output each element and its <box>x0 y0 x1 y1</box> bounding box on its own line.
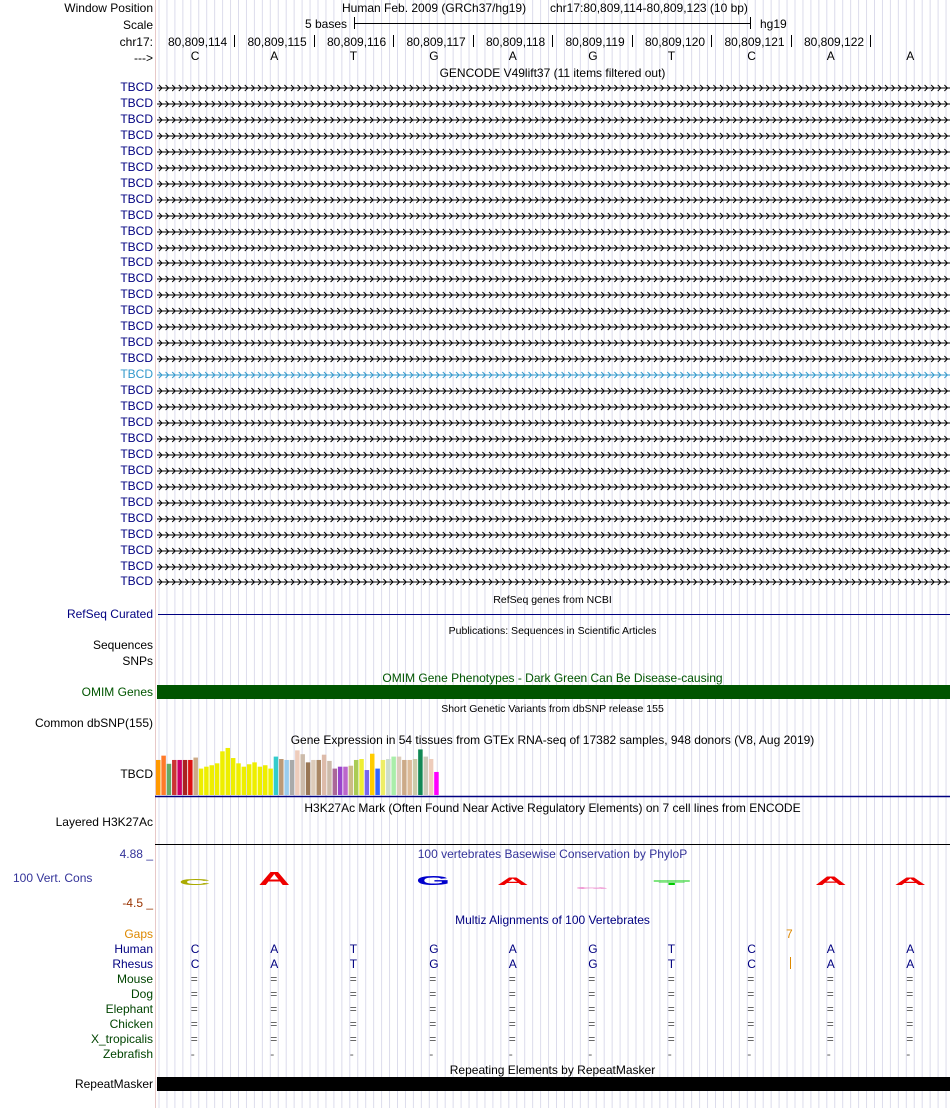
snps-label[interactable]: SNPs <box>122 654 153 668</box>
gencode-transcript-label[interactable]: TBCD <box>120 271 153 286</box>
multiz-base: C <box>747 942 756 956</box>
gtex-tissue-bar <box>279 759 284 795</box>
gencode-transcript-label[interactable]: TBCD <box>120 127 153 142</box>
gencode-transcript-label[interactable]: TBCD <box>120 143 153 158</box>
gencode-transcript-label[interactable]: TBCD <box>120 335 153 350</box>
multiz-base: = <box>906 1017 914 1031</box>
gtex-tissue-bar <box>215 763 220 795</box>
gtex-tissue-bar <box>204 767 209 795</box>
gtex-tissue-bar <box>418 749 423 795</box>
gencode-transcript-line[interactable] <box>157 288 950 300</box>
gencode-transcript-label[interactable]: TBCD <box>120 319 153 334</box>
multiz-base: = <box>588 987 596 1001</box>
gencode-transcript-label[interactable]: TBCD <box>120 191 153 206</box>
gtex-tissue-bar <box>434 772 439 795</box>
multiz-base: - <box>190 1047 195 1061</box>
gencode-transcript-label[interactable]: TBCD <box>120 111 153 126</box>
coordinate-tick <box>234 35 235 47</box>
phylop-max-label: 4.88 _ <box>119 847 153 861</box>
multiz-base: = <box>906 972 914 986</box>
multiz-base: A <box>906 957 915 971</box>
multiz-base: A <box>270 942 279 956</box>
base-letter: A <box>270 49 279 63</box>
phylop-base-glyph: T <box>658 881 686 886</box>
gencode-transcript-line[interactable] <box>157 145 950 157</box>
multiz-base: = <box>826 1032 834 1046</box>
coordinate-label: 80,809,122 <box>804 35 865 49</box>
gencode-transcript-line[interactable] <box>157 480 950 492</box>
scale-label: Scale <box>122 18 153 32</box>
multiz-base: = <box>747 1032 755 1046</box>
base-letter: A <box>906 49 915 63</box>
gtex-bar-chart[interactable] <box>155 746 950 798</box>
scale-db-text: hg19 <box>760 17 787 31</box>
gencode-transcript-label[interactable]: TBCD <box>120 95 153 110</box>
gencode-transcript-line[interactable] <box>157 241 950 253</box>
coordinate-tick <box>552 35 553 47</box>
multiz-base: - <box>588 1047 593 1061</box>
multiz-base: = <box>588 1002 596 1016</box>
base-letter: G <box>429 49 439 63</box>
repeatmasker-bar[interactable] <box>157 1077 950 1091</box>
gencode-transcript-label[interactable]: TBCD <box>120 526 153 541</box>
gtex-tissue-bar <box>311 760 316 795</box>
gencode-transcript-line[interactable] <box>157 416 950 428</box>
multiz-species-label[interactable]: X_tropicalis <box>90 1032 153 1046</box>
multiz-base: T <box>349 957 358 971</box>
gencode-transcript-label[interactable]: TBCD <box>120 159 153 174</box>
gtex-tissue-bar <box>343 767 348 795</box>
gtex-tissue-bar <box>295 750 300 795</box>
gencode-transcript-label[interactable]: TBCD <box>120 175 153 190</box>
multiz-base: = <box>747 987 755 1001</box>
coordinate-tick <box>711 35 712 47</box>
dbsnp-track-title: Short Genetic Variants from dbSNP release 155 <box>441 703 664 715</box>
gencode-transcript-label[interactable]: TBCD <box>120 287 153 302</box>
gencode-transcript-line[interactable] <box>157 544 950 556</box>
gencode-transcript-label[interactable]: TBCD <box>120 207 153 222</box>
phylop-base-glyph: G <box>575 886 610 890</box>
coordinate-label: 80,809,120 <box>645 35 706 49</box>
gtex-track-label[interactable]: TBCD <box>120 767 153 781</box>
gtex-tissue-bar <box>188 760 193 795</box>
coordinate-tick <box>314 35 315 47</box>
gtex-tissue-bar <box>231 758 236 795</box>
gencode-transcript-label[interactable]: TBCD <box>120 223 153 238</box>
omim-gene-bar[interactable] <box>157 685 950 699</box>
multiz-base: = <box>270 987 278 1001</box>
gtex-tissue-bar <box>258 767 263 795</box>
multiz-gap-line <box>790 957 791 969</box>
base-letter: T <box>349 49 358 63</box>
gencode-transcript-line[interactable] <box>157 320 950 332</box>
multiz-species-label[interactable]: Elephant <box>105 1002 153 1016</box>
gtex-tissue-bar <box>391 757 396 795</box>
scale-bases-text: 5 bases <box>305 17 348 31</box>
gtex-tissue-bar <box>161 756 166 795</box>
gtex-tissue-bar <box>381 760 386 795</box>
multiz-base: G <box>588 942 598 956</box>
gencode-transcript-label[interactable]: TBCD <box>120 430 153 445</box>
multiz-base: C <box>747 957 756 971</box>
assembly-title: Human Feb. 2009 (GRCh37/hg19) <box>342 1 527 15</box>
coordinate-tick <box>393 35 394 47</box>
multiz-base: = <box>826 1002 834 1016</box>
coordinate-label: 80,809,116 <box>327 35 387 49</box>
multiz-base: = <box>508 972 516 986</box>
multiz-species-label[interactable]: Human <box>114 942 153 956</box>
coordinate-label: 80,809,118 <box>486 35 546 49</box>
gtex-track-title: Gene Expression in 54 tissues from GTEx RNA-seq of 17382 samples, 948 donors (V8, Aug 2019) <box>290 733 815 747</box>
gencode-transcript-label[interactable]: TBCD <box>120 255 153 270</box>
omim-track-label[interactable]: OMIM Genes <box>81 685 153 699</box>
phylop-base-glyph: A <box>894 875 927 888</box>
gencode-transcript-line[interactable] <box>157 113 950 125</box>
gtex-tissue-bar <box>183 760 188 795</box>
gtex-tissue-bar <box>407 760 412 795</box>
multiz-base: = <box>270 1017 278 1031</box>
gencode-transcript-label[interactable]: TBCD <box>120 367 153 382</box>
multiz-base: = <box>747 972 755 986</box>
gencode-transcript-line[interactable] <box>157 336 950 348</box>
multiz-base: = <box>826 987 834 1001</box>
gtex-tissue-bar <box>263 765 268 795</box>
gencode-transcript-label[interactable]: TBCD <box>120 239 153 254</box>
gencode-transcript-label[interactable]: TBCD <box>120 494 153 509</box>
multiz-base: = <box>190 972 198 986</box>
multiz-gaps-label: Gaps <box>124 927 153 941</box>
gencode-transcript-line[interactable] <box>157 464 950 476</box>
gtex-tissue-bar <box>349 766 354 795</box>
phylop-base-glyph: G <box>416 873 451 888</box>
gencode-transcript-label[interactable]: TBCD <box>120 558 153 573</box>
gencode-transcript-label[interactable]: TBCD <box>120 303 153 318</box>
base-letter: A <box>826 49 835 63</box>
multiz-base: - <box>826 1047 831 1061</box>
gencode-transcript-line[interactable] <box>157 256 950 268</box>
multiz-base: = <box>826 972 834 986</box>
gtex-tissue-bar <box>290 760 295 795</box>
coordinate-label: 80,809,121 <box>724 35 785 49</box>
multiz-base: = <box>747 1017 755 1031</box>
multiz-species-label[interactable]: Zebrafish <box>102 1047 153 1061</box>
multiz-species-label[interactable]: Chicken <box>109 1017 153 1031</box>
phylop-base-glyph: A <box>814 874 847 888</box>
gencode-transcript-line[interactable] <box>157 209 950 221</box>
multiz-base: A <box>270 957 279 971</box>
refseq-track-title: RefSeq genes from NCBI <box>493 594 612 606</box>
gtex-tissue-bar <box>199 769 204 795</box>
multiz-base: = <box>588 1017 596 1031</box>
multiz-base: = <box>190 1032 198 1046</box>
coordinate-label: 80,809,114 <box>168 35 228 49</box>
multiz-track-title: Multiz Alignments of 100 Vertebrates <box>455 913 650 927</box>
gencode-transcript-line[interactable] <box>157 496 950 508</box>
multiz-base: = <box>747 1002 755 1016</box>
multiz-base: = <box>429 1002 437 1016</box>
multiz-base: = <box>826 1017 834 1031</box>
gtex-tissue-bar <box>210 765 215 795</box>
multiz-base: = <box>508 1002 516 1016</box>
gtex-tissue-bar <box>247 764 252 795</box>
gtex-tissue-bar <box>274 757 279 795</box>
multiz-species-label[interactable]: Dog <box>130 987 153 1001</box>
gencode-transcript-line[interactable] <box>157 512 950 524</box>
gencode-transcript-line[interactable] <box>157 384 950 396</box>
gencode-transcript-line[interactable] <box>157 177 950 189</box>
multiz-base: - <box>270 1047 275 1061</box>
gtex-tissue-bar <box>333 769 338 795</box>
gtex-tissue-bar <box>338 767 343 795</box>
gencode-transcript-line[interactable] <box>157 432 950 444</box>
multiz-base: A <box>906 942 915 956</box>
gencode-transcript-line[interactable] <box>157 352 950 364</box>
gtex-tissue-bar <box>402 760 407 795</box>
gencode-transcript-label[interactable]: TBCD <box>120 414 153 429</box>
multiz-base: A <box>826 957 835 971</box>
multiz-base: C <box>190 942 200 956</box>
scale-bar-tick-left <box>354 17 355 29</box>
multiz-base: = <box>429 1032 437 1046</box>
publications-track-label[interactable]: Sequences <box>92 638 153 652</box>
multiz-base: = <box>667 1017 675 1031</box>
gencode-transcript-label[interactable]: TBCD <box>120 383 153 398</box>
coordinate-label: 80,809,117 <box>406 35 466 49</box>
gtex-tissue-bar <box>354 760 359 795</box>
gtex-tissue-bar <box>370 754 375 795</box>
coordinate-tick <box>632 35 633 47</box>
gtex-tissue-bar <box>327 761 332 795</box>
multiz-base: = <box>667 987 675 1001</box>
multiz-base: = <box>906 987 914 1001</box>
gtex-tissue-bar <box>226 748 231 795</box>
gtex-tissue-bar <box>156 760 161 795</box>
position-text: chr17:80,809,114-80,809,123 (10 bp) <box>550 1 748 15</box>
gtex-tissue-bar <box>397 757 402 795</box>
scale-bar-tick-right <box>750 17 751 29</box>
window-position-label: Window Position <box>64 1 153 15</box>
multiz-base: - <box>349 1047 354 1061</box>
gencode-transcript-line[interactable] <box>157 97 950 109</box>
coordinate-tick <box>473 35 474 47</box>
phylop-base-glyph: A <box>496 875 529 888</box>
gtex-tissue-bar <box>424 757 429 795</box>
gencode-transcript-line[interactable] <box>157 448 950 460</box>
gtex-tissue-bar <box>322 755 327 795</box>
multiz-base: = <box>667 972 675 986</box>
gtex-tissue-bar <box>172 760 177 795</box>
gtex-tissue-bar <box>252 762 256 795</box>
gtex-tissue-bar <box>365 770 370 795</box>
multiz-base: = <box>906 1002 914 1016</box>
gencode-transcript-line[interactable] <box>157 225 950 237</box>
multiz-base: = <box>667 1032 675 1046</box>
base-letter: A <box>508 49 517 63</box>
gtex-tissue-bar <box>284 760 289 795</box>
multiz-base: = <box>349 987 357 1001</box>
multiz-base: - <box>747 1047 752 1061</box>
gtex-tissue-bar <box>220 751 225 795</box>
gencode-transcript-label[interactable]: TBCD <box>120 462 153 477</box>
multiz-base: = <box>349 1032 357 1046</box>
gtex-tissue-bar <box>375 769 380 795</box>
repeatmasker-track-label[interactable]: RepeatMasker <box>74 1077 153 1091</box>
gtex-tissue-bar <box>317 760 322 795</box>
gtex-tissue-bar <box>193 758 198 795</box>
gencode-transcript-label[interactable]: TBCD <box>120 351 153 366</box>
multiz-base: A <box>508 957 517 971</box>
multiz-base: - <box>429 1047 434 1061</box>
gtex-tissue-bar <box>242 767 247 795</box>
refseq-track-label[interactable]: RefSeq Curated <box>66 607 153 621</box>
multiz-base: = <box>906 1032 914 1046</box>
gencode-transcript-label[interactable]: TBCD <box>120 80 153 94</box>
multiz-base: A <box>508 942 517 956</box>
gtex-tissue-bar <box>167 764 172 795</box>
gencode-transcript-line[interactable] <box>157 368 950 380</box>
multiz-species-label[interactable]: Mouse <box>116 972 153 986</box>
multiz-base: - <box>667 1047 672 1061</box>
multiz-base: = <box>190 987 198 1001</box>
phylop-base-glyph: A <box>258 869 291 890</box>
dbsnp-track-label[interactable]: Common dbSNP(155) <box>34 716 153 730</box>
multiz-species-label[interactable]: Rhesus <box>112 957 153 971</box>
gtex-tissue-bar <box>359 759 364 795</box>
gencode-transcript-label[interactable]: TBCD <box>120 510 153 525</box>
gencode-transcript-label[interactable]: TBCD <box>120 542 153 557</box>
multiz-base: T <box>667 942 676 956</box>
gencode-transcript-line[interactable] <box>157 528 950 540</box>
gtex-tissue-bar <box>413 759 418 795</box>
base-letter: G <box>588 49 598 63</box>
gencode-transcript-line[interactable] <box>157 272 950 284</box>
multiz-base: A <box>826 942 835 956</box>
multiz-base: G <box>429 942 439 956</box>
gtex-tissue-bar <box>386 759 391 795</box>
multiz-base: - <box>906 1047 911 1061</box>
gtex-tissue-bar <box>236 763 241 795</box>
repeatmasker-track-title: Repeating Elements by RepeatMasker <box>449 1063 656 1077</box>
phylop-track-label[interactable]: 100 Vert. Cons <box>13 871 93 885</box>
phylop-track-title: 100 vertebrates Basewise Conservation by PhyloP <box>417 847 688 861</box>
multiz-base: C <box>190 957 200 971</box>
gencode-track-title: GENCODE V49lift37 (11 items filtered out) <box>439 66 666 80</box>
multiz-base: = <box>190 1002 198 1016</box>
multiz-gap-marker: 7 <box>786 927 793 941</box>
phylop-min-label: -4.5 _ <box>122 896 153 910</box>
gencode-transcript-line[interactable] <box>157 129 950 141</box>
base-letter: C <box>747 49 756 63</box>
gencode-transcript-line[interactable] <box>157 193 950 205</box>
strand-label: ---> <box>134 51 153 65</box>
multiz-base: G <box>588 957 598 971</box>
multiz-base: - <box>508 1047 513 1061</box>
base-letter: T <box>667 49 676 63</box>
coordinate-tick <box>791 35 792 47</box>
multiz-base: = <box>508 1032 516 1046</box>
gencode-transcript-label[interactable]: TBCD <box>120 478 153 493</box>
coordinate-label: 80,809,115 <box>247 35 307 49</box>
omim-track-title: OMIM Gene Phenotypes - Dark Green Can Be Disease-causing <box>382 671 723 685</box>
phylop-base-glyph: C <box>178 877 211 887</box>
multiz-base: = <box>190 1017 198 1031</box>
multiz-base: = <box>429 1017 437 1031</box>
multiz-base: = <box>429 987 437 1001</box>
gtex-tissue-bar <box>268 769 273 795</box>
chrom-label: chr17: <box>119 35 153 49</box>
multiz-base: G <box>429 957 439 971</box>
multiz-base: = <box>508 987 516 1001</box>
gtex-tissue-bar <box>300 754 305 795</box>
multiz-base: T <box>349 942 358 956</box>
gencode-transcript-line[interactable] <box>157 400 950 412</box>
gencode-transcript-line[interactable] <box>157 560 950 572</box>
gencode-transcript-line[interactable] <box>157 304 950 316</box>
gencode-transcript-line[interactable] <box>157 81 950 93</box>
gtex-tissue-bar <box>306 762 311 795</box>
multiz-base: = <box>270 972 278 986</box>
multiz-base: = <box>270 1002 278 1016</box>
multiz-base: = <box>588 972 596 986</box>
multiz-base: = <box>270 1032 278 1046</box>
gencode-transcript-line[interactable] <box>157 575 950 587</box>
h3k27ac-track-label[interactable]: Layered H3K27Ac <box>55 815 153 829</box>
gencode-transcript-line[interactable] <box>157 161 950 173</box>
coordinate-label: 80,809,119 <box>565 35 625 49</box>
refseq-gene-line[interactable] <box>158 614 950 615</box>
gencode-transcript-label[interactable]: TBCD <box>120 399 153 413</box>
coordinate-tick <box>870 35 871 47</box>
scale-bar <box>354 23 751 24</box>
multiz-base: = <box>429 972 437 986</box>
gtex-tissue-bar <box>177 760 182 795</box>
h3k27ac-baseline <box>155 844 950 845</box>
multiz-base: = <box>508 1017 516 1031</box>
gencode-transcript-label[interactable]: TBCD <box>120 446 153 461</box>
publications-track-title: Publications: Sequences in Scientific Articles <box>448 625 657 637</box>
multiz-base: T <box>667 957 676 971</box>
multiz-base: = <box>349 1002 357 1016</box>
multiz-base: = <box>349 972 357 986</box>
phylop-logo[interactable] <box>155 862 950 902</box>
base-letter: C <box>190 49 200 63</box>
multiz-base: = <box>667 1002 675 1016</box>
multiz-base: = <box>588 1032 596 1046</box>
multiz-base: = <box>349 1017 357 1031</box>
gencode-transcript-label[interactable]: TBCD <box>120 574 153 589</box>
gtex-tissue-bar <box>429 759 434 795</box>
h3k27ac-track-title: H3K27Ac Mark (Often Found Near Active Regulatory Elements) on 7 cell lines from ENCODE <box>304 801 801 815</box>
